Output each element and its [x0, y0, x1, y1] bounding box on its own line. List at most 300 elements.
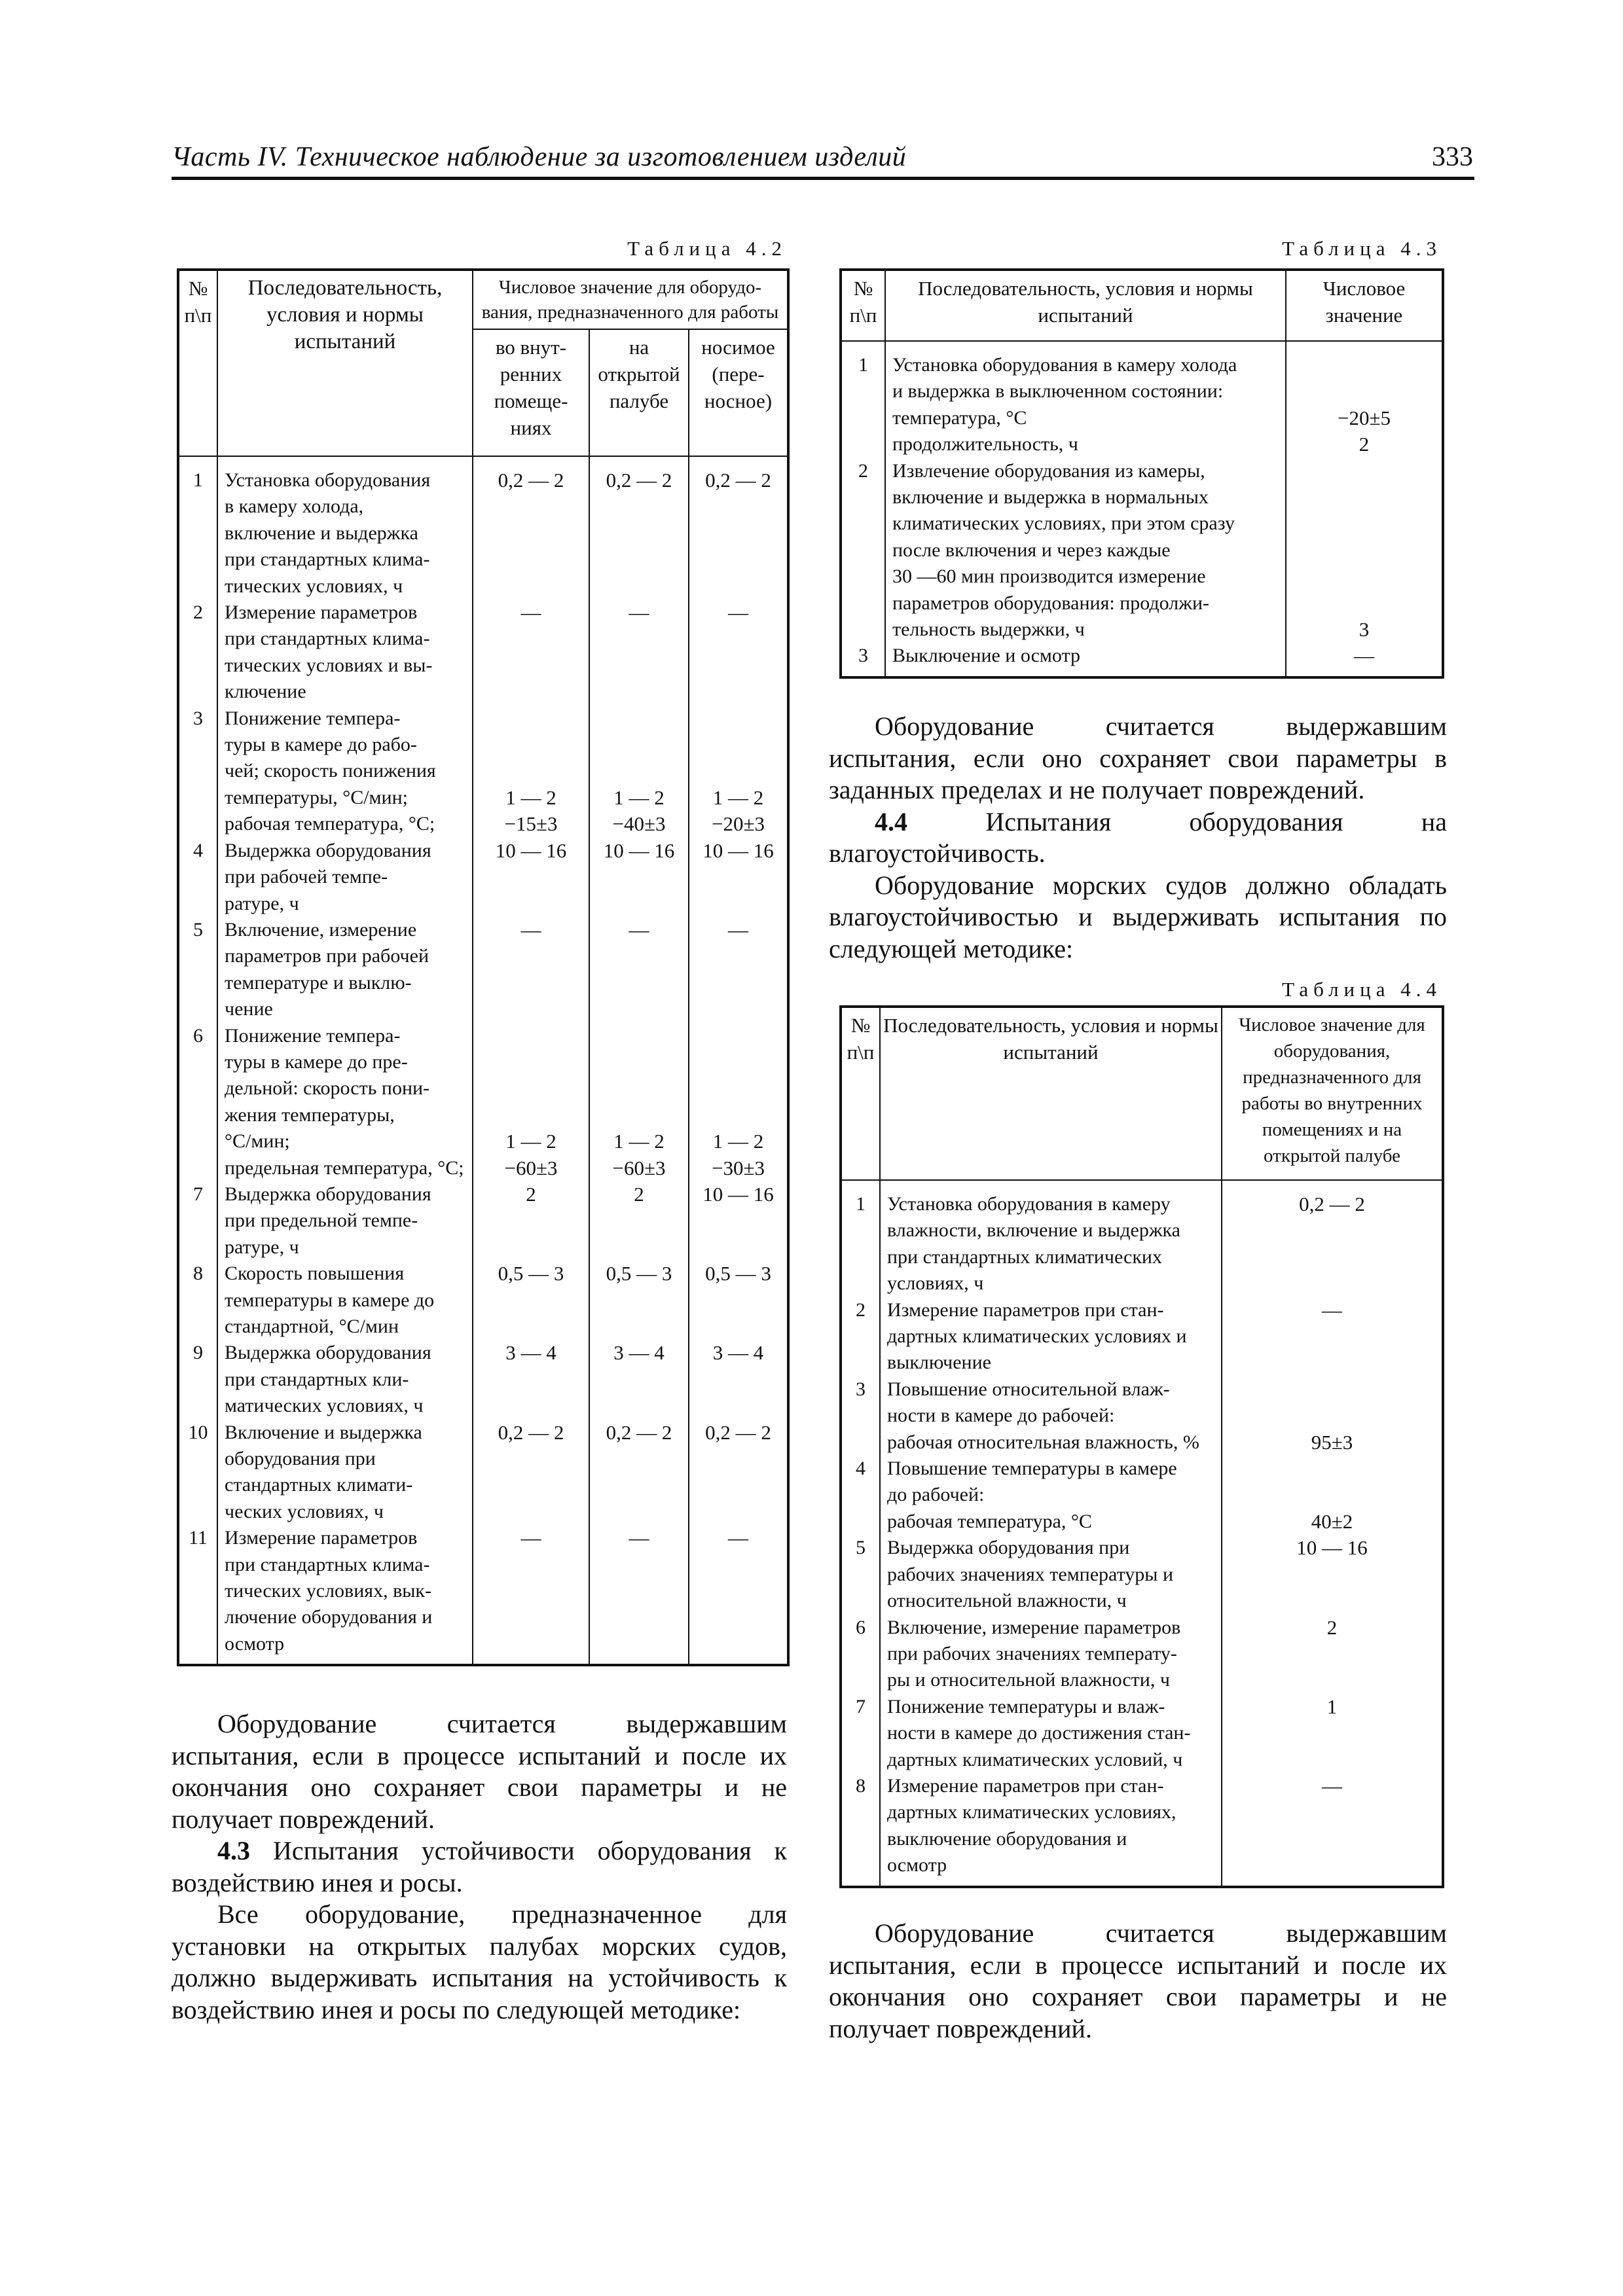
table-4-2-value-line: — [520, 918, 541, 941]
table-4-4-text-line: Понижение температуры и влаж- [887, 1695, 1165, 1717]
table-4-2-row-number: 10 [178, 1420, 217, 1526]
table-4-2-value-line [689, 706, 787, 732]
table-4-2-row [178, 1023, 788, 1181]
table-4-2-value-line: 3 — 4 [712, 1341, 764, 1365]
table-4-2-row-value-a [473, 1525, 589, 1665]
table-4-2-value-line: 3 — 4 [613, 1341, 665, 1365]
table-4-2-text-line: чей; скорость понижения [225, 760, 436, 782]
table-4-4-value-line [1222, 1456, 1442, 1482]
table-4-2-row [178, 600, 788, 706]
section-4-4-heading [829, 806, 1447, 870]
table-4-3-text-line: температура, °С [892, 406, 1027, 429]
table-4-4-value-line: 95±3 [1311, 1430, 1353, 1454]
table-4-4-row-number: 8 [841, 1773, 880, 1887]
table-4-2-row-number: 3 [178, 706, 217, 838]
table-4-3-text-line: 30 —60 мин производится измерение [892, 565, 1206, 588]
table-4-2-row-text [217, 917, 473, 1023]
table-4-2-text-line: Измерение параметров [225, 1527, 418, 1549]
table-4-2-row-number: 6 [178, 1023, 217, 1181]
table-4-2-text-line: лючение оборудования и [225, 1606, 433, 1628]
table-4-3-row-text [885, 643, 1286, 677]
table-4-2-text-line: Выдержка оборудования [225, 839, 431, 861]
table-4-2-value-line [689, 1102, 787, 1128]
table-4-2-row-text [217, 838, 473, 917]
table-4-3-row-text [885, 341, 1286, 458]
table-4-2-value-line: 0,2 — 2 [606, 1420, 672, 1444]
table-4-2-text-line: °С/мин; [225, 1130, 290, 1153]
table-4-2-value-line [473, 706, 589, 732]
table-4-2-row [178, 1261, 788, 1340]
table-4-2-row-text [217, 1420, 473, 1526]
right-paragraph-3: Оборудование морских судов должно обладать влагоустойчивостью и выдерживать испытания по следующей методике: [829, 870, 1447, 963]
table-4-2-value-line: 1 — 2 [613, 785, 665, 809]
table-4-2-row-value-c [689, 917, 788, 1023]
table-4-2-row-text [217, 1340, 473, 1419]
table-4-2-text-line: при стандартных клима- [225, 1553, 430, 1575]
table-4-3-row-value-v [1286, 643, 1443, 677]
table-4-4-text-line: ры и относительной влажности, ч [887, 1669, 1170, 1691]
table-4-2-text-line: стандартной, °С/мин [225, 1316, 399, 1337]
table-4-2-row-value-b [589, 1181, 689, 1261]
table-4-2-value-line [473, 1102, 589, 1128]
section-4-3-heading [172, 1835, 787, 1899]
table-4-2-row [178, 1340, 788, 1419]
table-4-3-text-line: Выключение и осмотр [892, 645, 1080, 667]
table-4-4-text-line: дартных климатических условиях, [887, 1801, 1176, 1823]
table-4-2-head-open-deck: на открытой палубе [589, 329, 689, 456]
table-4-2-row [178, 838, 788, 917]
table-4-2-value-line: 3 — 4 [505, 1341, 556, 1365]
table-4-4-head-sequence: Последовательность, условия и нормы испытаний [880, 1007, 1222, 1180]
table-4-2-value-line: — [520, 1526, 541, 1550]
table-4-4-row [841, 1535, 1443, 1614]
table-4-4-text-line: Повышение температуры в камере [887, 1458, 1177, 1480]
table-4-2-text-line: температуре и выклю- [225, 971, 412, 994]
table-4-3-caption: Таблица 4.3 [1282, 237, 1442, 260]
right-text-block-2 [829, 1918, 1447, 2045]
table-4-2-text-line: стандартных климати- [225, 1474, 413, 1496]
table-4-2-text-line: Выдержка оборудования [225, 1183, 431, 1205]
table-4-2-row-value-b [589, 1261, 689, 1340]
section-4-4-title: Испытания оборудования на влагоустойчивость. [829, 806, 1447, 868]
table-4-4-row-value-v [1222, 1297, 1443, 1376]
table-4-4-text-line: Измерение параметров при стан- [887, 1299, 1164, 1321]
table-4-2-row-value-c [689, 1420, 788, 1526]
table-4-2-row [178, 1420, 788, 1526]
table-4-2-text-line: туры в камере до пре- [225, 1050, 408, 1073]
table-4-2-row-value-a [473, 600, 589, 706]
table-4-4-text-line: выключение оборудования и [887, 1827, 1127, 1850]
table-4-3 [839, 268, 1444, 679]
left-paragraph-1: Оборудование считается выдержавшим испытания, если в процессе испытаний и после их окончания оно сохраняет свои параметры и не получает повреждений. [172, 1709, 787, 1834]
table-4-4-value-line [1222, 1403, 1442, 1429]
table-4-3-value-line: 2 [1359, 433, 1370, 456]
table-4-2-text-line: чение [225, 998, 273, 1020]
table-4-2-value-line: — [728, 1526, 748, 1550]
table-4-2-text-line: ключение [225, 681, 306, 703]
table-4-2-value-line: 2 [634, 1182, 644, 1206]
table-4-4-row-number: 3 [841, 1376, 880, 1456]
table-4-4-value-line: 2 [1326, 1615, 1338, 1639]
table-4-3-text-line: после включения и через каждые [892, 539, 1171, 561]
table-4-2-row-value-a [473, 917, 589, 1023]
table-4-2-value-line: −15±3 [504, 812, 558, 836]
table-4-2-value-line [689, 1075, 787, 1102]
table-4-4-text-line: относительной влажности, ч [887, 1590, 1127, 1612]
table-4-2-text-line: Скорость повышения [225, 1263, 405, 1285]
table-4-2 [177, 268, 790, 1666]
table-4-4-row-text [880, 1456, 1222, 1535]
table-4-2-value-line: 0,5 — 3 [606, 1262, 672, 1285]
table-4-2-text-line: при стандартных кли- [225, 1368, 409, 1390]
table-4-2-row-value-a [473, 456, 589, 600]
table-4-3-value-line: 3 [1359, 617, 1370, 641]
table-4-4-row-number: 4 [841, 1456, 880, 1535]
table-4-3-value-line: −20±5 [1338, 406, 1391, 429]
table-4-2-head-indoor: во внут-ренних помеще-ниях [473, 329, 589, 456]
table-4-2-value-line: 0,2 — 2 [498, 469, 564, 492]
table-4-2-row [178, 1525, 788, 1665]
table-4-2-row-text [217, 1525, 473, 1665]
table-4-4-value-line: — [1322, 1298, 1342, 1321]
table-4-2-row-text [217, 600, 473, 706]
table-4-2-value-line [590, 706, 688, 732]
table-4-4-row-number: 1 [841, 1180, 880, 1297]
table-4-4-text-line: осмотр [887, 1854, 947, 1876]
table-4-4-text-line: влажности, включение и выдержка [887, 1219, 1180, 1242]
table-4-2-value-line [590, 732, 688, 758]
table-4-2-row-value-c [689, 456, 788, 600]
table-4-2-text-line: матических условиях, ч [225, 1395, 424, 1417]
table-4-2-value-line: −40±3 [612, 812, 666, 836]
table-4-4-row-value-v [1222, 1615, 1443, 1694]
table-4-4-row-value-v [1222, 1376, 1443, 1456]
table-4-4-text-line: выключение [887, 1352, 991, 1374]
table-4-3-text-line: Установка оборудования в камеру холода [892, 354, 1237, 376]
table-4-2-value-line: 1 — 2 [613, 1130, 665, 1153]
table-4-2-value-line: −20±3 [712, 812, 765, 836]
table-4-2-value-line [473, 758, 589, 784]
table-4-2-head-sequence: Последовательность, условия и нормы испытаний [217, 270, 473, 456]
header-rule [172, 177, 1474, 180]
table-4-4-row-text [880, 1180, 1222, 1297]
table-4-2-text-line: при стандартных клима- [225, 628, 430, 650]
table-4-2-row-value-b [589, 706, 689, 838]
table-4-2-row-value-c [689, 706, 788, 838]
table-4-2-row-number: 7 [178, 1181, 217, 1261]
table-4-2-value-line: 0,5 — 3 [498, 1262, 564, 1285]
table-4-3-value-line [1286, 352, 1442, 378]
table-4-2-row-value-c [689, 600, 788, 706]
table-4-4-row-number: 7 [841, 1694, 880, 1773]
table-4-2-text-line: жения температуры, [225, 1103, 395, 1126]
table-4-3-value-line: — [1354, 644, 1374, 668]
table-4-2-value-line [689, 1023, 787, 1049]
table-4-2-text-line: Понижение темпера- [225, 1024, 401, 1047]
table-4-2-value-line: −30±3 [712, 1156, 765, 1179]
table-4-2-row-value-b [589, 1340, 689, 1419]
table-4-4-head-value: Числовое значение для оборудования, предназначенного для работы во внутренних помещениях и на открытой палубе [1222, 1007, 1443, 1180]
table-4-4-row-text [880, 1376, 1222, 1456]
table-4-2-text-line: туры в камере до рабо- [225, 734, 417, 756]
table-4-2-text-line: включение и выдержка [225, 522, 418, 544]
table-4-2-row-number: 4 [178, 838, 217, 917]
table-4-2-value-line [689, 758, 787, 784]
table-4-2-row-value-b [589, 1525, 689, 1665]
table-4-2-row-value-b [589, 600, 689, 706]
table-4-2-value-line: 2 [526, 1182, 536, 1206]
table-4-4-text-line: при стандартных климатических [887, 1246, 1162, 1268]
table-4-2-text-line: рабочая температура, °С; [225, 813, 435, 835]
table-4-4-row-text [880, 1773, 1222, 1887]
table-4-2-text-line: тических условиях и вы- [225, 654, 433, 676]
table-4-4-row-text [880, 1615, 1222, 1694]
table-4-3-head-num: № п\п [841, 270, 885, 341]
table-4-2-row-value-b [589, 1420, 689, 1526]
table-4-2-row-number: 5 [178, 917, 217, 1023]
table-4-3-head-value: Числовое значение [1286, 270, 1443, 341]
table-4-2-row-value-b [589, 1023, 689, 1181]
table-4-2-value-line [590, 1075, 688, 1102]
table-4-4-text-line: ности в камере до достижения стан- [887, 1722, 1191, 1744]
table-4-2-row-number: 2 [178, 600, 217, 706]
table-4-2-value-line [473, 1049, 589, 1075]
table-4-3-row [841, 341, 1443, 458]
table-4-2-row-number: 9 [178, 1340, 217, 1419]
table-4-2-row [178, 706, 788, 838]
table-4-3-text-line: климатических условиях, при этом сразу [892, 512, 1235, 535]
table-4-2-head-portable: носимое (пере-носное) [689, 329, 788, 456]
table-4-2-value-line: 0,2 — 2 [606, 469, 672, 492]
table-4-2-text-line: при рабочей темпе- [225, 866, 388, 888]
table-4-2-value-line [689, 1049, 787, 1075]
table-4-3-value-line [1286, 537, 1442, 564]
table-4-4-head-num: № п\п [841, 1007, 880, 1180]
table-4-4-text-line: рабочая температура, °С [887, 1510, 1092, 1532]
left-text-block [172, 1708, 787, 2026]
table-4-4-text-line: дартных климатических условиях и [887, 1325, 1187, 1348]
table-4-4-text-line: Повышение относительной влаж- [887, 1378, 1170, 1400]
table-4-4-text-line: рабочих значениях температуры и [887, 1563, 1174, 1585]
section-4-3-number: 4.3 [217, 1836, 250, 1865]
table-4-2-row-number: 1 [178, 456, 217, 600]
table-4-4-row-text [880, 1297, 1222, 1376]
table-4-2-value-line: 10 — 16 [603, 838, 675, 862]
table-4-4-text-line: Включение, измерение параметров [887, 1616, 1181, 1638]
table-4-3-row-number: 1 [841, 341, 885, 458]
table-4-3-row-number: 3 [841, 643, 885, 677]
left-paragraph-3: Все оборудование, предназначенное для установки на открытых палубах морских судов, должно выдерживать испытания на устойчивость к воздействию инея и росы по следующей методике: [172, 1899, 787, 2024]
table-4-3-value-line [1286, 484, 1442, 511]
table-4-2-row-value-c [689, 1023, 788, 1181]
table-4-4-text-line: условиях, ч [887, 1272, 984, 1295]
table-4-2-row-value-a [473, 706, 589, 838]
table-4-2-text-line: ческих условиях, ч [225, 1500, 384, 1522]
table-4-2-text-line: при предельной темпе- [225, 1210, 418, 1232]
table-4-2-text-line: Включение, измерение [225, 918, 417, 941]
table-4-2-value-line: — [629, 1526, 649, 1550]
table-4-2-value-line [590, 758, 688, 784]
table-4-2-row-value-c [689, 1261, 788, 1340]
table-4-4-text-line: до рабочей: [887, 1484, 985, 1506]
table-4-4-value-line: 40±2 [1311, 1509, 1353, 1533]
table-4-2-row-text [217, 1261, 473, 1340]
table-4-4-row [841, 1773, 1443, 1887]
table-4-2-text-line: ратуре, ч [225, 892, 299, 914]
table-4-2-row-value-b [589, 917, 689, 1023]
table-4-4-text-line: Установка оборудования в камеру [887, 1193, 1171, 1215]
table-4-4-value-line [1222, 1376, 1442, 1403]
table-4-3-row-text [885, 458, 1286, 643]
section-4-4-number: 4.4 [875, 806, 907, 836]
table-4-3-text-line: тельность выдержки, ч [892, 619, 1085, 641]
table-4-4-row [841, 1694, 1443, 1773]
table-4-3-row [841, 643, 1443, 677]
table-4-4-row [841, 1615, 1443, 1694]
table-4-2-text-line: температуры в камере до [225, 1289, 435, 1311]
table-4-2-row-value-a [473, 1023, 589, 1181]
table-4-2-value-line [473, 1023, 589, 1049]
table-4-2-value-line: 1 — 2 [505, 1130, 556, 1153]
table-4-2-row [178, 1181, 788, 1261]
table-4-2-value-line: 1 — 2 [505, 785, 556, 809]
table-4-2-value-line: 10 — 16 [702, 838, 774, 862]
table-4-4-row-value-v [1222, 1694, 1443, 1773]
table-4-2-value-line [473, 732, 589, 758]
table-4-2-value-line: — [728, 918, 748, 941]
table-4-2-head-num: № п\п [178, 270, 217, 456]
table-4-4-value-line: 10 — 16 [1296, 1536, 1368, 1560]
table-4-2-text-line: при стандартных клима- [225, 548, 430, 571]
table-4-2-text-line: предельная температура, °С; [225, 1157, 464, 1179]
table-4-2-value-line: 10 — 16 [702, 1182, 774, 1206]
table-4-3-value-line [1286, 378, 1442, 404]
table-4-2-caption: Таблица 4.2 [627, 237, 787, 260]
table-4-3-row [841, 458, 1443, 643]
table-4-3-head-sequence: Последовательность, условия и нормы испытаний [885, 270, 1286, 341]
table-4-2-text-line: температуры, °С/мин; [225, 786, 408, 808]
table-4-2-row-value-c [689, 1340, 788, 1419]
table-4-2-text-line: Установка оборудования [225, 469, 431, 491]
table-4-2-text-line: Выдержка оборудования [225, 1342, 431, 1364]
table-4-2-value-line: — [629, 601, 649, 624]
table-4-2-row-value-c [689, 838, 788, 917]
table-4-2-value-line [473, 1075, 589, 1102]
table-4-4-row-number: 5 [841, 1535, 880, 1614]
table-4-4-row-number: 6 [841, 1615, 880, 1694]
table-4-2-row-value-a [473, 1261, 589, 1340]
table-4-2-value-line: 0,5 — 3 [705, 1262, 771, 1285]
table-4-2-row [178, 456, 788, 600]
section-4-3-title: Испытания устойчивости оборудования к воздействию инея и росы. [172, 1836, 787, 1897]
table-4-2-text-line: оборудования при [225, 1448, 376, 1470]
table-4-2-text-line: осмотр [225, 1632, 285, 1655]
table-4-2-value-line: — [520, 601, 541, 624]
table-4-4-row-text [880, 1535, 1222, 1614]
table-4-4-value-line: 1 [1326, 1695, 1338, 1718]
table-4-2-head-group: Числовое значение для оборудо-вания, предназначенного для работы [473, 270, 788, 329]
table-4-2-row-number: 8 [178, 1261, 217, 1340]
table-4-2-value-line: −60±3 [504, 1156, 558, 1179]
table-4-3-text-line: включение и выдержка в нормальных [892, 486, 1209, 509]
table-4-2-text-line: Включение и выдержка [225, 1421, 422, 1443]
table-4-2-value-line: −60±3 [612, 1156, 666, 1179]
table-4-2-row-value-a [473, 838, 589, 917]
table-4-3-row-value-v [1286, 341, 1443, 458]
table-4-4-row-text [880, 1694, 1222, 1773]
table-4-2-text-line: тических условиях, вык- [225, 1580, 431, 1602]
table-4-3-value-line [1286, 511, 1442, 537]
table-4-3-value-line [1286, 564, 1442, 590]
table-4-2-text-line: параметров при рабочей [225, 945, 429, 967]
table-4-4-row-value-v [1222, 1456, 1443, 1535]
table-4-2-text-line: дельной: скорость пони- [225, 1077, 430, 1100]
table-4-2-row-number: 11 [178, 1525, 217, 1665]
table-4-4-row-value-v [1222, 1535, 1443, 1614]
table-4-2-row-value-b [589, 838, 689, 917]
table-4-2-row-value-a [473, 1420, 589, 1526]
table-4-2-row-value-c [689, 1181, 788, 1261]
table-4-4-row-value-v [1222, 1180, 1443, 1297]
table-4-3-value-line [1286, 458, 1442, 484]
table-4-2-row-text [217, 706, 473, 838]
table-4-2-row-text [217, 1181, 473, 1261]
table-4-2-text-line: Измерение параметров [225, 601, 418, 624]
table-4-3-row-number: 2 [841, 458, 885, 643]
table-4-3-row-value-v [1286, 458, 1443, 643]
table-4-2-value-line: 1 — 2 [712, 785, 764, 809]
table-4-2-text-line: в камеру холода, [225, 495, 364, 518]
table-4-4-value-line: 0,2 — 2 [1299, 1193, 1365, 1215]
table-4-3-text-line: Извлечение оборудования из камеры, [892, 459, 1205, 482]
table-4-4-value-line [1222, 1482, 1442, 1508]
table-4-2-value-line: — [728, 601, 748, 624]
table-4-4-row [841, 1376, 1443, 1456]
table-4-4-row [841, 1456, 1443, 1535]
table-4-2-value-line: 0,2 — 2 [705, 469, 771, 492]
table-4-2-value-line: 0,2 — 2 [498, 1420, 564, 1444]
table-4-2-text-line: ратуре, ч [225, 1236, 299, 1258]
table-4-4-value-line: — [1322, 1774, 1342, 1797]
table-4-4 [839, 1005, 1444, 1888]
table-4-2-row [178, 917, 788, 1023]
table-4-2-row-value-a [473, 1181, 589, 1261]
table-4-2-value-line: — [629, 918, 649, 941]
right-paragraph-4: Оборудование считается выдержавшим испытания, если в процессе испытаний и после их окончания оно сохраняет свои параметры и не получает повреждений. [829, 1918, 1447, 2043]
table-4-2-row-value-a [473, 1340, 589, 1419]
table-4-4-text-line: Выдержка оборудования при [887, 1537, 1130, 1559]
table-4-4-text-line: при рабочих значениях температу- [887, 1642, 1177, 1664]
table-4-4-row-value-v [1222, 1773, 1443, 1887]
table-4-2-value-line [590, 1102, 688, 1128]
table-4-2-value-line [689, 732, 787, 758]
table-4-2-value-line: 10 — 16 [495, 838, 567, 862]
right-paragraph-1: Оборудование считается выдержавшим испытания, если оно сохраняет свои параметры в заданных пределах и не получает повреждений. [829, 711, 1447, 804]
table-4-4-row [841, 1297, 1443, 1376]
table-4-2-text-line: тических условиях, ч [225, 575, 403, 597]
table-4-4-text-line: Измерение параметров при стан- [887, 1774, 1164, 1797]
table-4-2-value-line [590, 1023, 688, 1049]
table-4-4-text-line: рабочая относительная влажность, % [887, 1431, 1199, 1453]
table-4-2-value-line [590, 1049, 688, 1075]
table-4-2-text-line: Понижение темпера- [225, 707, 401, 729]
right-text-block-1 [829, 711, 1447, 965]
table-4-2-row-value-c [689, 1525, 788, 1665]
table-4-3-text-line: продолжительность, ч [892, 433, 1078, 456]
table-4-3-value-line [1286, 590, 1442, 617]
table-4-4-text-line: дартных климатических условий, ч [887, 1748, 1183, 1770]
table-4-2-row-text [217, 1023, 473, 1181]
